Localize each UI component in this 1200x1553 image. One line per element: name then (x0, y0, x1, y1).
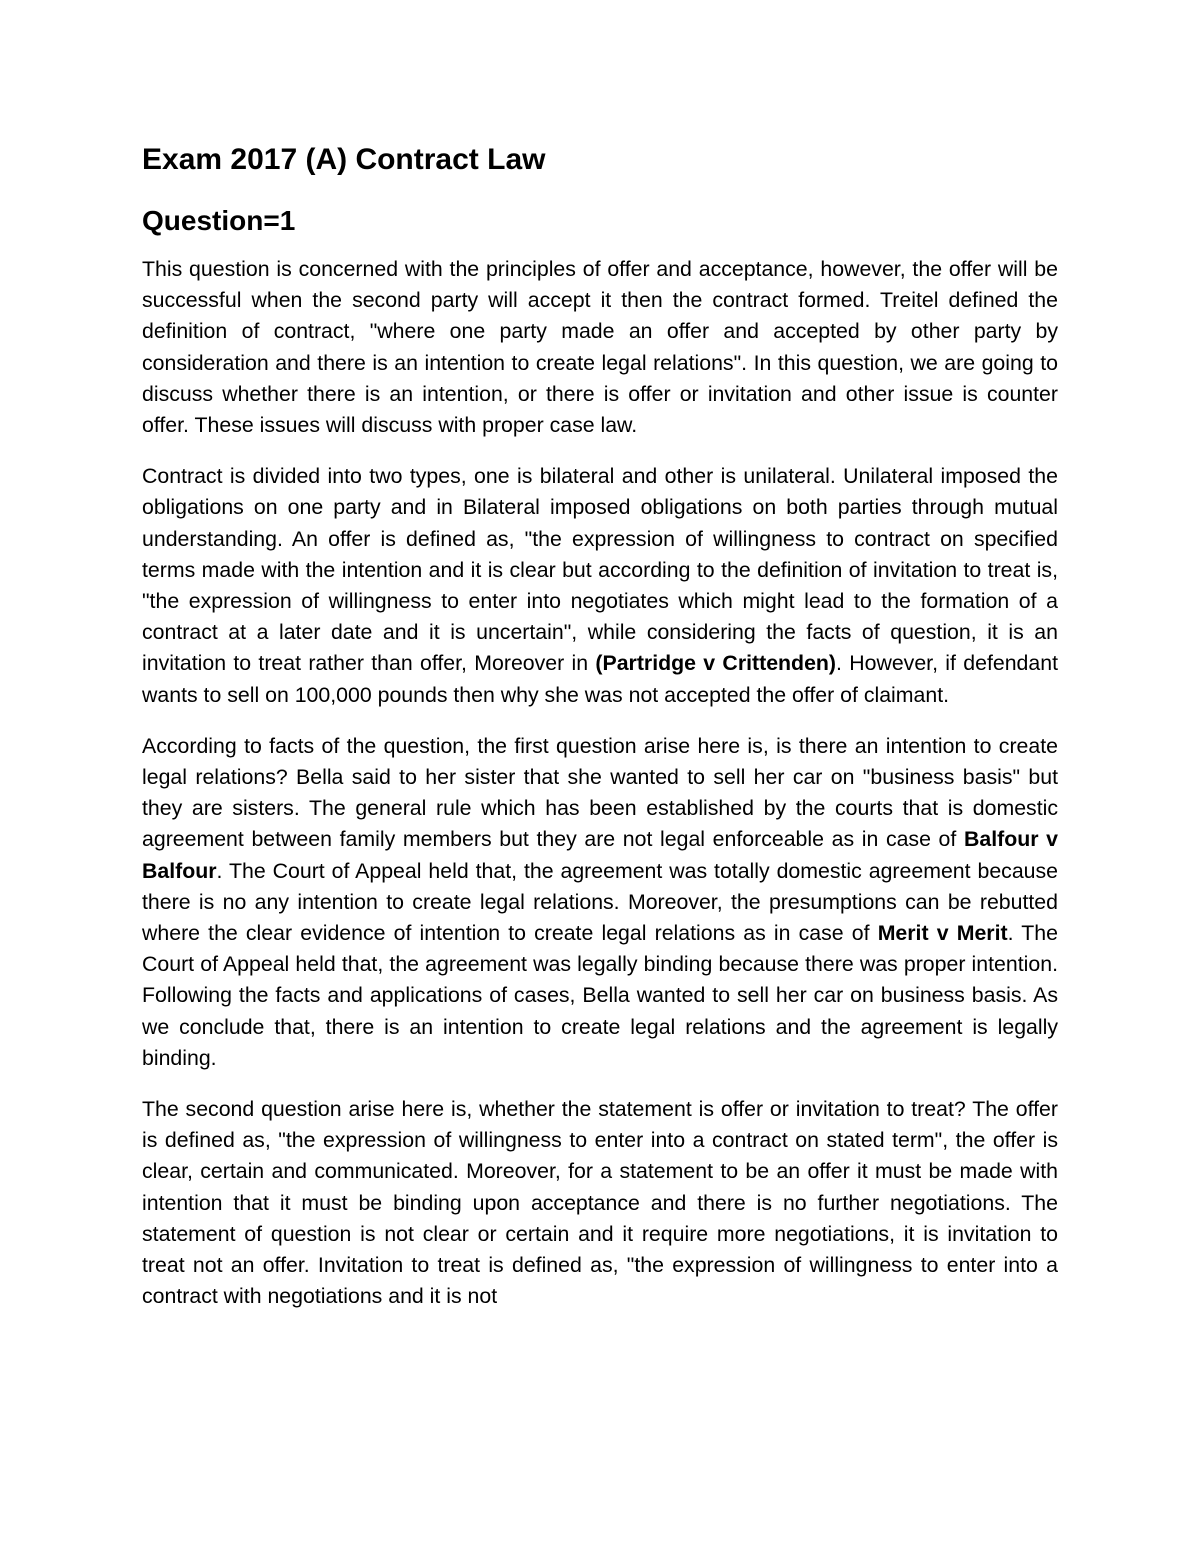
paragraph-text: Contract is divided into two types, one is bilateral and other is unilateral. Unilateral imposed the obligations on one party and in Bilateral imposed obligations on both parties through mutual understanding. An offer is defined as, "the expression of willingness to contract on specified terms made with the intention and it is clear but according to the definition of invitation to treat is, "the expression of willingness to enter into negotiates which might lead to the formation of a contract at a later date and it is uncertain", while considering the facts of question, it is an invitation to treat rather than offer, Moreover in (142, 464, 1058, 676)
paragraph-intro (142, 254, 1058, 441)
document-title: Exam 2017 (A) Contract Law (142, 143, 546, 176)
document-body (142, 140, 1058, 1333)
paragraph-intention (142, 731, 1058, 1074)
paragraph-text: This question is concerned with the principles of offer and acceptance, however, the offer will be successful when the second party will accept it then the contract formed. Treitel defined the definition of contract, "where one party made an offer and accepted by other party by consideration and there is an intention to create legal relations". In this question, we are going to discuss whether there is an intention, or there is offer or invitation and other issue is counter offer. These issues will discuss with proper case law. (142, 257, 1058, 438)
paragraph-text: The second question arise here is, whether the statement is offer or invitation to treat? The offer is defined as, "the expression of willingness to enter into a contract on stated term", the offer is clear, certain and communicated. Moreover, for a statement to be an offer it must be made with intention that it must be binding upon acceptance and there is no further negotiations. The statement of question is not clear or certain and it require more negotiations, it is invitation to treat not an offer. Invitation to treat is defined as, "the expression of willingness to enter into a contract with negotiations and it is not (142, 1097, 1058, 1309)
question-heading: Question=1 (142, 205, 296, 236)
paragraph-text: According to facts of the question, the first question arise here is, is there an intention to create legal relations? Bella said to her sister that she wanted to sell her car on "business basis" but they are sisters. The general rule which has been established by the courts that is domestic agreement between family members but they are not legal enforceable as in case of (142, 733, 1058, 852)
paragraph-contract-types (142, 461, 1058, 711)
paragraph-text: . However, if defendant wants to sell on 100,000 pounds then why she was not accepted the offer of claimant. (142, 651, 1058, 707)
case-citation-merit: Merit v Merit (877, 921, 1008, 946)
case-citation-partridge: (Partridge v Crittenden) (595, 651, 837, 676)
paragraph-offer-invitation (142, 1094, 1058, 1312)
paragraph-text: . The Court of Appeal held that, the agreement was legally binding because there was proper intention. Following the facts and applications of cases, Bella wanted to sell her car on business basis. As we conclude that, there is an intention to create legal relations and the agreement is legally binding. (142, 921, 1058, 1070)
case-citation-balfour: Balfour v Balfour (142, 827, 1058, 883)
paragraph-text: . The Court of Appeal held that, the agreement was totally domestic agreement because there is no any intention to create legal relations. Moreover, the presumptions can be rebutted where the clear evidence of intention to create legal relations as in case of (142, 858, 1058, 946)
